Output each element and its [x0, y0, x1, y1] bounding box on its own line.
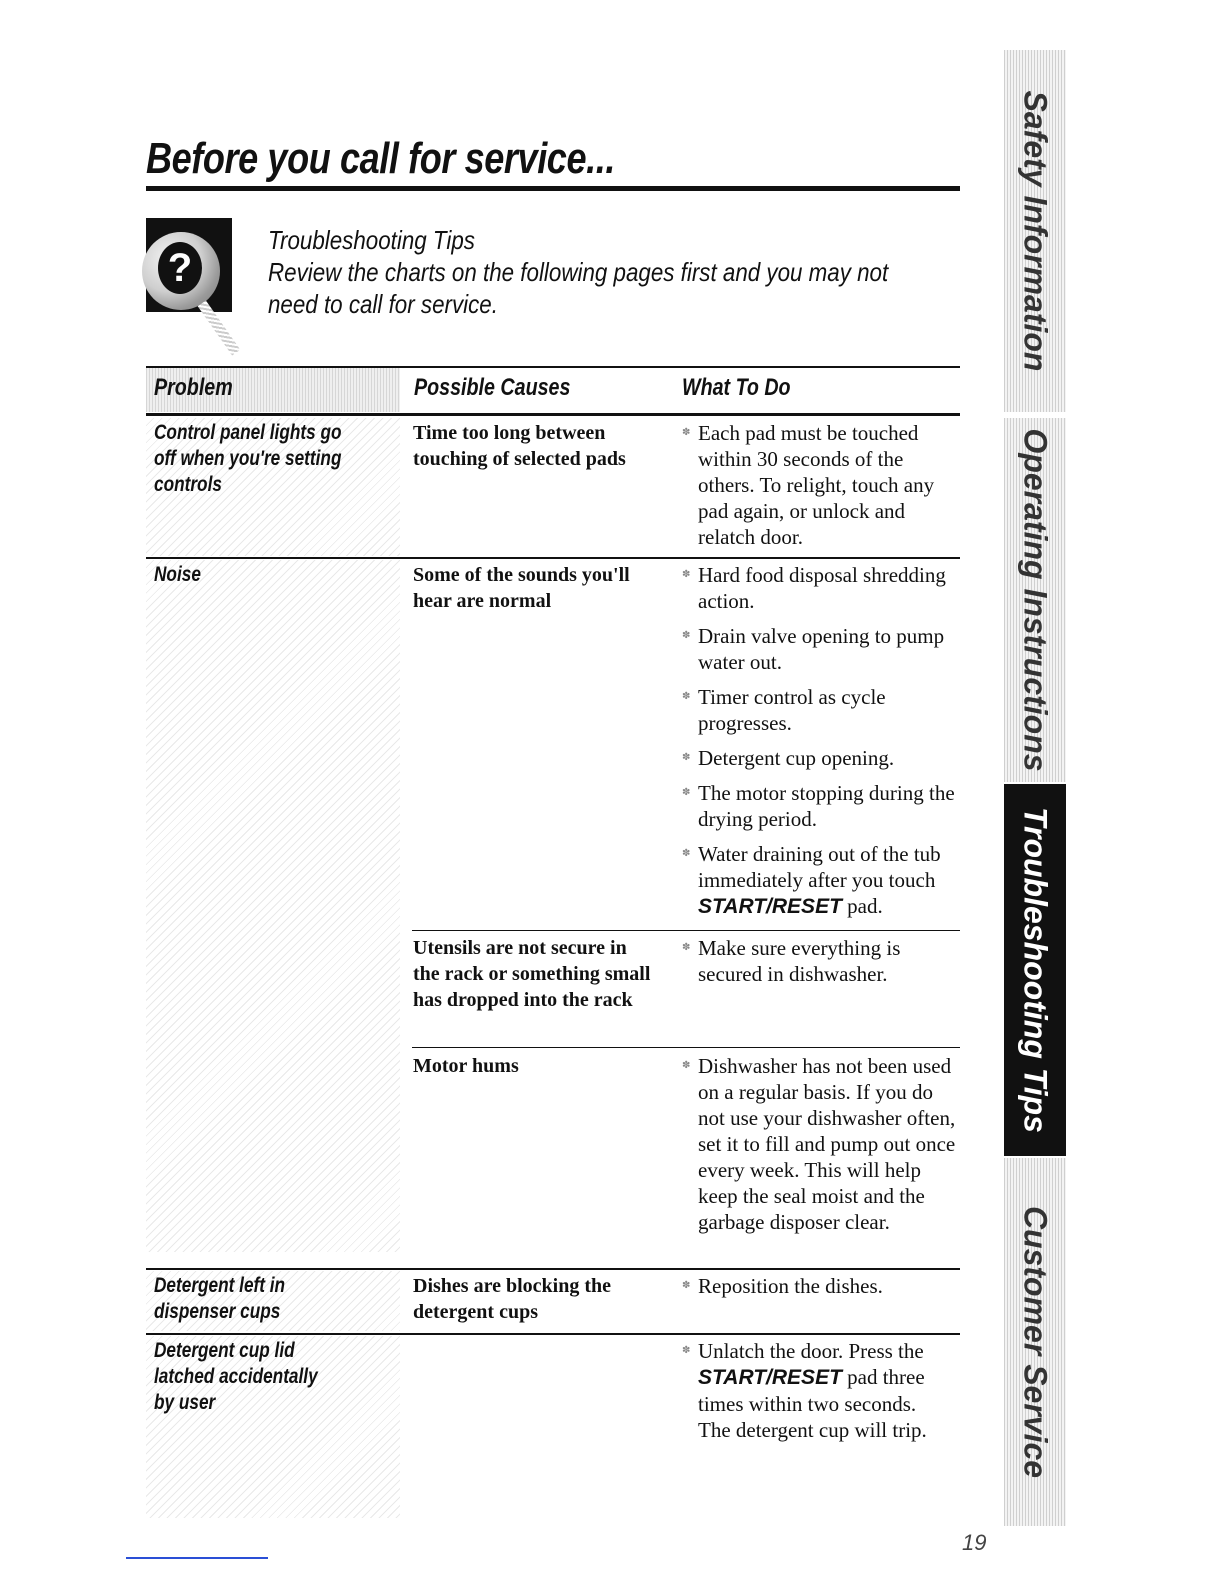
problem-cell: Control panel lights go off when you're setting controls — [154, 421, 342, 496]
side-tab-troubleshooting[interactable]: Troubleshooting Tips — [1004, 784, 1066, 1156]
todo-item: ✽ Make sure everything is secured in dishwasher. — [682, 935, 932, 987]
footer-link-line — [126, 1557, 268, 1559]
todo-cell — [682, 935, 932, 996]
intro-text — [268, 224, 956, 320]
question-magnifier-icon: ? — [146, 218, 232, 312]
todo-cell — [682, 562, 957, 929]
todo-cell — [682, 1338, 927, 1452]
row-rule — [146, 1268, 960, 1270]
todo-item: ✽ The motor stopping during the drying period. — [682, 780, 957, 832]
page-number: 19 — [962, 1530, 987, 1555]
column-header-problem: Problem — [146, 368, 400, 412]
todo-item: ✽ Reposition the dishes. — [682, 1273, 972, 1299]
todo-cell — [682, 420, 954, 559]
column-header-causes: Possible Causes — [414, 374, 571, 401]
cause-cell: Dishes are blocking the detergent cups — [413, 1275, 611, 1323]
side-tab-customer-service[interactable]: Customer Service — [1004, 1158, 1066, 1526]
cause-cell: Motor hums — [413, 1055, 519, 1077]
problem-cell: Detergent cup lid latched accidentally by user — [154, 1339, 318, 1414]
title-rule — [146, 186, 960, 191]
problem-cell: Noise — [154, 563, 201, 586]
intro-line: Review the charts on the following pages first and you may not — [268, 257, 889, 287]
todo-item: ✽ Hard food disposal shredding action. — [682, 562, 957, 614]
cause-cell: Utensils are not secure in the rack or something small has dropped into the rack — [413, 937, 651, 1011]
row-rule — [146, 1333, 960, 1335]
todo-item: ✽ Each pad must be touched within 30 seconds of the others. To relight, touch any pad again, or unlock and relatch door. — [682, 420, 954, 550]
todo-item: ✽ Timer control as cycle progresses. — [682, 684, 957, 736]
intro-heading: Troubleshooting Tips — [268, 225, 475, 255]
todo-item: ✽ Water draining out of the tub immediately after you touch START/RESET pad. — [682, 841, 957, 920]
cause-cell: Time too long between touching of selected pads — [413, 422, 626, 470]
page-title: Before you call for service... — [146, 134, 615, 183]
intro-line: need to call for service. — [268, 289, 498, 319]
row-rule — [146, 557, 960, 559]
problem-shade — [146, 560, 400, 1252]
column-header-todo: What To Do — [682, 374, 791, 401]
sub-row-rule — [412, 1047, 960, 1048]
table-header-rule — [146, 413, 960, 416]
todo-item: ✽ Dishwasher has not been used on a regular basis. If you do not use your dishwasher often, set it to fill and pump out once every week. This will help keep the seal moist and the garbage disposer clear. — [682, 1053, 957, 1235]
todo-cell — [682, 1053, 957, 1244]
sub-row-rule — [412, 930, 960, 931]
problem-cell: Detergent left in dispenser cups — [154, 1274, 286, 1323]
cause-cell: Some of the sounds you'll hear are normal — [413, 564, 630, 612]
todo-item: ✽ Detergent cup opening. — [682, 745, 957, 771]
todo-item: ✽ Unlatch the door. Press the START/RESET pad three times within two seconds. The detergent cup will trip. — [682, 1338, 927, 1443]
todo-cell — [682, 1273, 972, 1308]
side-tab-operating[interactable]: Operating Instructions — [1004, 418, 1066, 782]
todo-item: ✽ Drain valve opening to pump water out. — [682, 623, 957, 675]
side-tab-safety[interactable]: Safety Information — [1004, 50, 1066, 412]
